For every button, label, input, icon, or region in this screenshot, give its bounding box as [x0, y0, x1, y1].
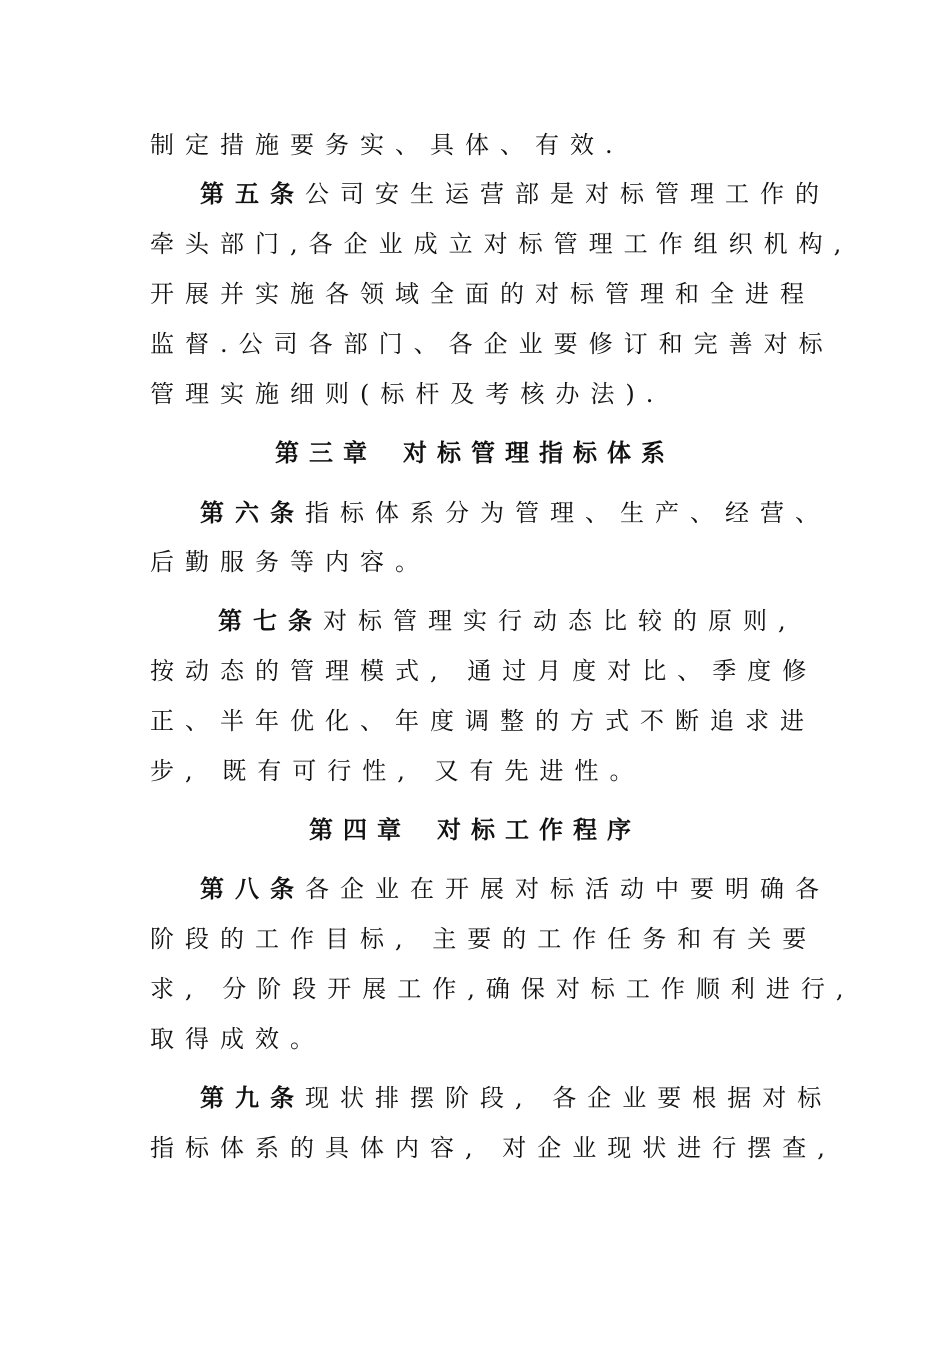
- text: 指标体系的具体内容, 对企业现状进行摆查,: [150, 1134, 836, 1162]
- chapter-title: 对标管理指标体系: [403, 438, 675, 467]
- article-7-line: [150, 706, 815, 736]
- text: 对标管理实行动态比较的原则,: [323, 607, 797, 635]
- article-5-line: [200, 179, 830, 209]
- text: 后勤服务等内容。: [150, 548, 430, 576]
- chapter-number: 第三章: [275, 438, 377, 467]
- article-7-line: [218, 606, 797, 636]
- text: 正、半年优化、年度调整的方式不断追求进: [150, 707, 815, 735]
- article-5-line: [150, 379, 664, 409]
- text: 公司安生运营部是对标管理工作的: [305, 180, 830, 208]
- article-6-line: [150, 547, 430, 577]
- article-8-line: [150, 974, 855, 1004]
- text: 按动态的管理模式, 通过月度对比、季度修: [150, 657, 818, 685]
- text: 取得成效。: [150, 1025, 325, 1053]
- text: 求, 分阶段开展工作,确保对标工作顺利进行,: [150, 975, 855, 1003]
- article-label: 第九条: [200, 1083, 305, 1112]
- article-9-line: [150, 1133, 836, 1163]
- text: 牵头部门,各企业成立对标管理工作组织机构,: [150, 230, 853, 258]
- article-label: 第六条: [200, 498, 305, 527]
- text: 开展并实施各领域全面的对标管理和全进程: [150, 280, 815, 308]
- article-5-line: [150, 279, 815, 309]
- article-5-line: [150, 329, 834, 359]
- article-label: 第五条: [200, 179, 305, 208]
- text: 制定措施要务实、具体、有效.: [150, 131, 624, 159]
- article-9-line: [200, 1083, 832, 1113]
- chapter-number: 第四章: [309, 815, 411, 844]
- text: 各企业在开展对标活动中要明确各: [305, 875, 830, 903]
- article-label: 第八条: [200, 874, 305, 903]
- article-8-line: [150, 924, 817, 954]
- chapter-title: 对标工作程序: [437, 815, 641, 844]
- text: 阶段的工作目标, 主要的工作任务和有关要: [150, 925, 818, 953]
- text: 指标体系分为管理、生产、经营、: [305, 499, 830, 527]
- text: 监督.公司各部门、各企业要修订和完善对标: [150, 330, 834, 358]
- article-7-line: [150, 756, 645, 786]
- article-8-line: [150, 1024, 325, 1054]
- article-6-line: [200, 498, 830, 528]
- chapter-3-heading: [0, 438, 950, 468]
- article-label: 第七条: [218, 606, 323, 635]
- article-7-line: [150, 656, 817, 686]
- paragraph-line: [150, 130, 624, 160]
- text: 现状排摆阶段, 各企业要根据对标: [305, 1084, 833, 1112]
- text: 管理实施细则(标杆及考核办法).: [150, 380, 665, 408]
- article-5-line: [150, 229, 852, 259]
- article-8-line: [200, 874, 830, 904]
- text: 步, 既有可行性, 又有先进性。: [150, 757, 645, 785]
- chapter-4-heading: [0, 815, 950, 845]
